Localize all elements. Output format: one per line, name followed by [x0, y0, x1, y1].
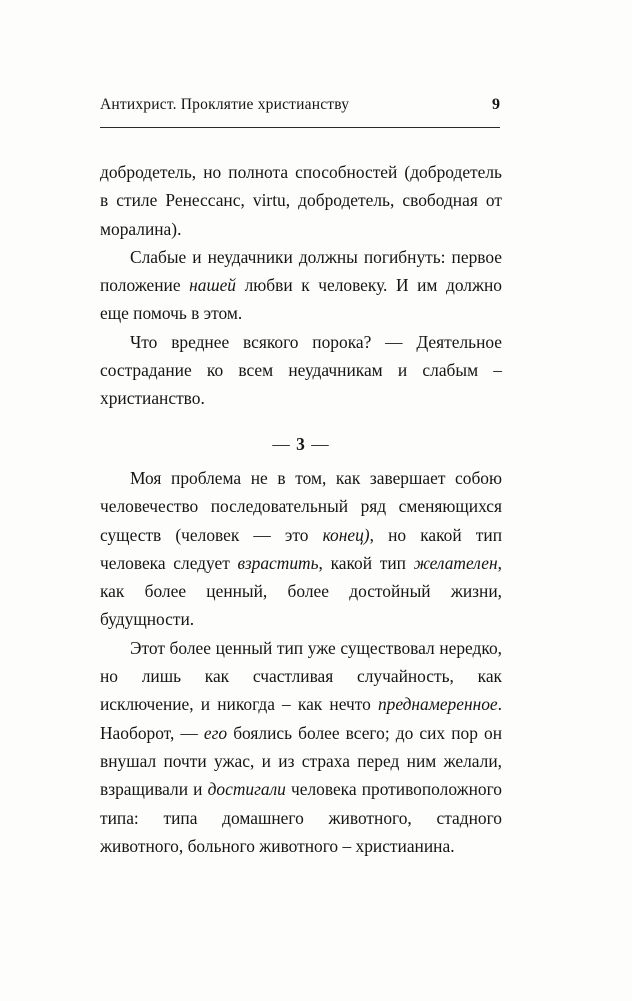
section-dash-left: —	[272, 433, 291, 454]
section-divider	[100, 430, 502, 458]
section-dash-right: —	[311, 433, 330, 454]
header-rule	[100, 127, 500, 128]
section-number: 3	[296, 433, 306, 454]
running-title: Антихрист. Проклятие христианству	[100, 96, 350, 113]
paragraph: Слабые и неудачники должны погибнуть: первое положение нашей любви к человеку. И им должно еще помочь в этом.	[100, 246, 503, 324]
paragraph: Моя проблема не в том, как завершает собою человечество последовательный ряд сменяющихся существ (человек — это конец), но какой тип человека следует взрастить, какой тип желателен, как более ценный, более достойный жизни, будущности.	[100, 467, 502, 630]
page-number: 9	[492, 96, 500, 113]
paragraph: добродетель, но полнота способностей (добродетель в стиле Ренессанс, virtu, добродетель, свободная от моралина).	[100, 162, 502, 239]
page-header	[100, 96, 500, 114]
paragraph: Что вреднее всякого порока? — Деятельное сострадание ко всем неудачникам и слабым – христианство.	[100, 331, 502, 409]
page-body	[100, 158, 502, 860]
paragraph: Этот более ценный тип уже существовал нередко, но лишь как счастливая случайность, как исключение, и никогда – как нечто преднамеренное. Наоборот, — его боялись более всего; до сих пор он внушал почти ужас, и из страха перед ним желали, взращивали и достигали человека противоположного типа: типа домашнего животного, стадного животного, больного животного – христианина.	[100, 637, 502, 856]
